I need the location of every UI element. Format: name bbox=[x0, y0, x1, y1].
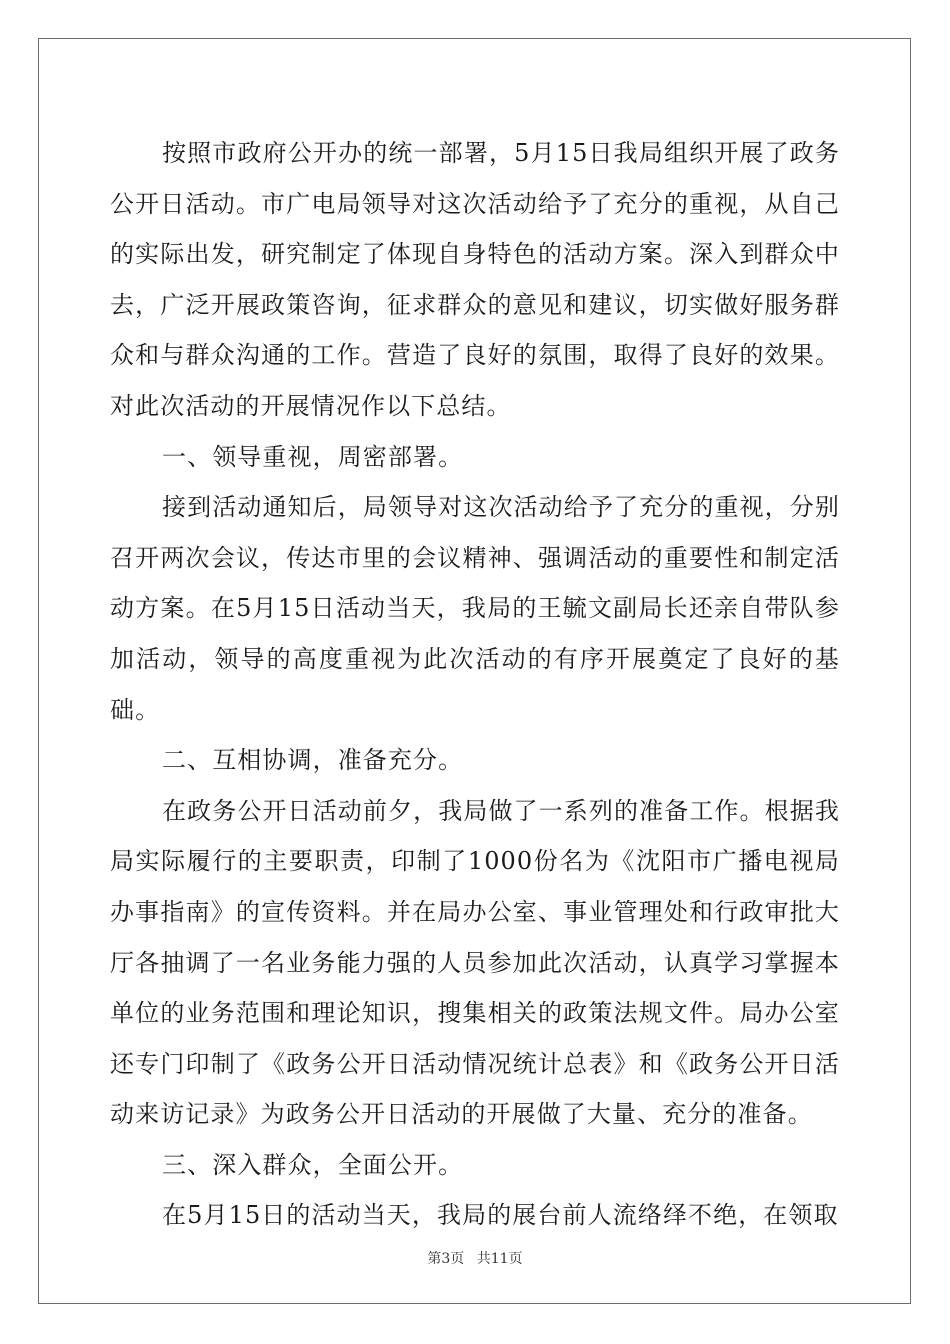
page-total: 共11页 bbox=[476, 1251, 523, 1267]
page-number: 第3页 bbox=[427, 1251, 465, 1267]
heading-section-2: 二、互相协调，准备充分。 bbox=[162, 746, 464, 775]
paragraph-section-1: 接到活动通知后，局领导对这次活动给予了充分的重视，分别召开两次会议，传达市里的会议精神、强调活动的重要性和制定活动方案。在5月15日活动当天，我局的王毓文副局长还亲自带队参加活动，领导的高度重视为此次活动的有序开展奠定了良好的基础。 bbox=[110, 493, 840, 724]
heading-section-3: 三、深入群众，全面公开。 bbox=[162, 1150, 464, 1179]
paragraph-intro: 按照市政府公开办的统一部署，5月15日我局组织开展了政务公开日活动。市广电局领导对这次活动给予了充分的重视，从自己的实际出发，研究制定了体现自身特色的活动方案。深入到群众中去，广泛开展政策咨询，征求群众的意见和建议，切实做好服务群众和与群众沟通的工作。营造了良好的氛围，取得了良好的效果。对此次活动的开展情况作以下总结。 bbox=[110, 139, 840, 420]
paragraph-section-2: 在政务公开日活动前夕，我局做了一系列的准备工作。根据我局实际履行的主要职责，印制了1000份名为《沈阳市广播电视局办事指南》的宣传资料。并在局办公室、事业管理处和行政审批大厅各抽调了一名业务能力强的人员参加此次活动，认真学习掌握本单位的业务范围和理论知识，搜集相关的政策法规文件。局办公室还专门印制了《政务公开日活动情况统计总表》和《政务公开日活动来访记录》为政务公开日活动的开展做了大量、充分的准备。 bbox=[110, 796, 840, 1129]
page-footer bbox=[0, 1248, 950, 1268]
paragraph-section-3: 在5月15日的活动当天，我局的展台前人流络绎不绝，在领取 bbox=[162, 1201, 839, 1230]
heading-section-1: 一、领导重视，周密部署。 bbox=[162, 442, 464, 471]
document-body bbox=[110, 128, 840, 1241]
